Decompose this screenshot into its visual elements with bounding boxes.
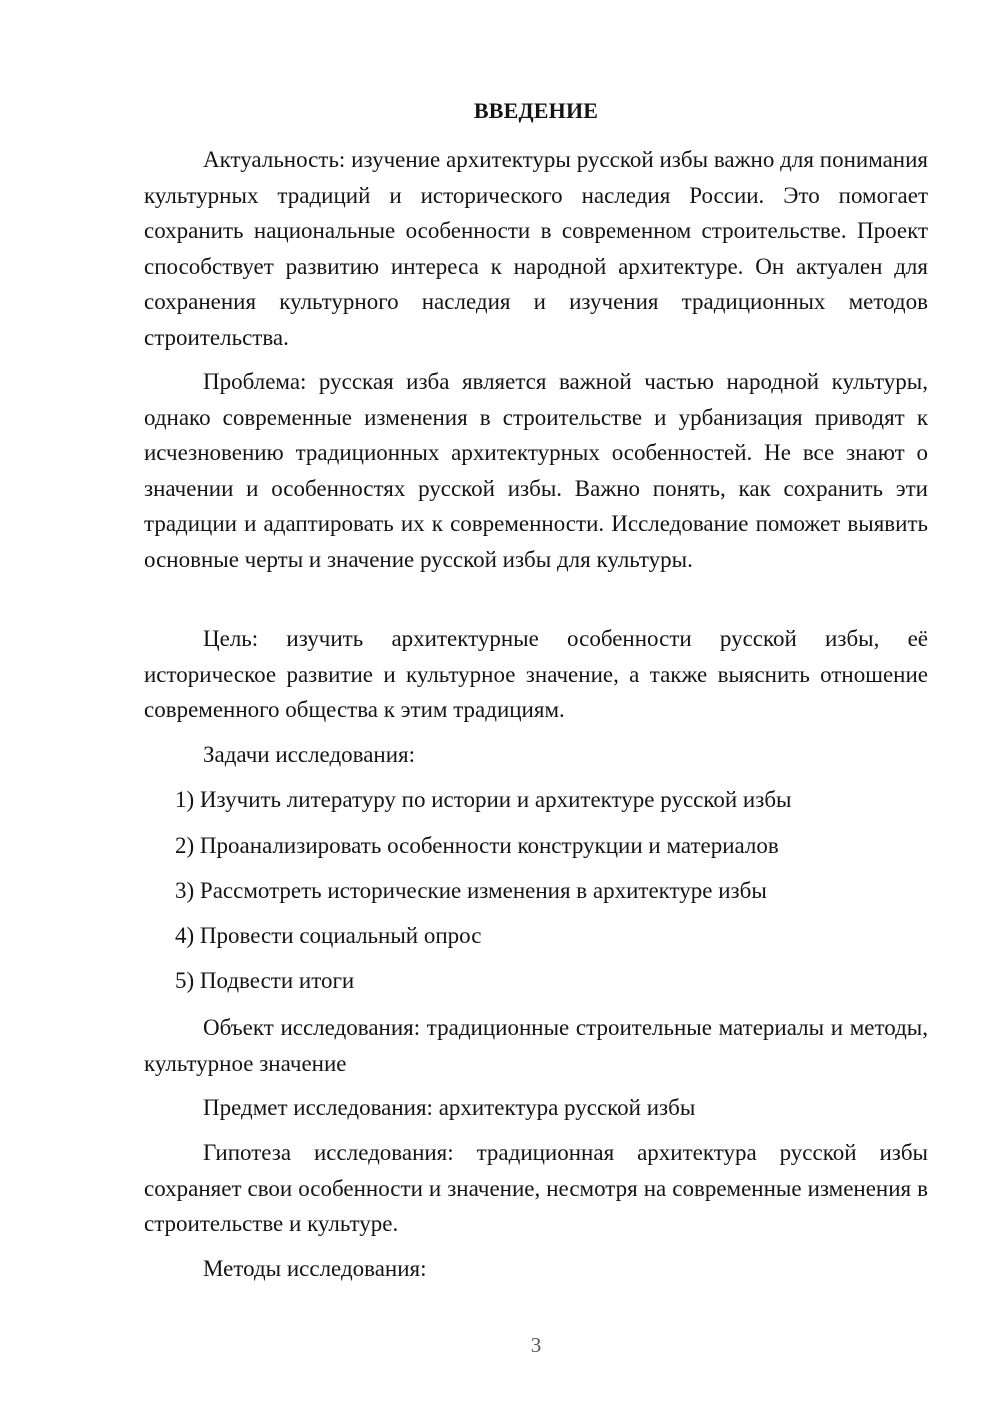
tasks-heading: Задачи исследования: xyxy=(203,742,416,767)
methods-heading: Методы исследования: xyxy=(203,1256,427,1281)
hypothesis-paragraph: Гипотеза исследования: традиционная архитектура русской избы сохраняет свои особенности и значение, несмотря на современные изменения в строительстве и культуре. xyxy=(144,1140,928,1236)
task-item-5: 5) Подвести итоги xyxy=(175,968,355,993)
problem-paragraph: Проблема: русская изба является важной частью народной культуры, однако современные изменения в строительстве и урбанизация приводят к исчезновению традиционных архитектурных особенностей. Не все знают о значении и особенностях русской избы. Важно понять, как сохранить эти традиции и адаптировать их к современности. Исследование поможет выявить основные черты и значение русской избы для культуры. xyxy=(144,369,928,572)
task-item-3: 3) Рассмотреть исторические изменения в архитектуре избы xyxy=(175,878,767,903)
task-item-2: 2) Проанализировать особенности конструкции и материалов xyxy=(175,833,779,858)
relevance-paragraph: Актуальность: изучение архитектуры русской избы важно для понимания культурных традиций и исторического наследия России. Это помогает сохранить национальные особенности в современном строительстве. Проект способствует развитию интереса к народной архитектуре. Он актуален для сохранения культурного наследия и изучения традиционных методов строительства. xyxy=(144,147,928,350)
task-item-4: 4) Провести социальный опрос xyxy=(175,923,482,948)
object-paragraph: Объект исследования: традиционные строительные материалы и методы, культурное значение xyxy=(144,1015,928,1076)
page-title: ВВЕДЕНИЕ xyxy=(473,98,599,123)
page-number: 3 xyxy=(530,1333,542,1357)
goal-paragraph: Цель: изучить архитектурные особенности русской избы, её историческое развитие и культурное значение, а также выяснить отношение современного общества к этим традициям. xyxy=(144,626,928,722)
subject-paragraph: Предмет исследования: архитектура русской избы xyxy=(203,1095,696,1120)
task-item-1: 1) Изучить литературу по истории и архитектуре русской избы xyxy=(175,787,792,812)
